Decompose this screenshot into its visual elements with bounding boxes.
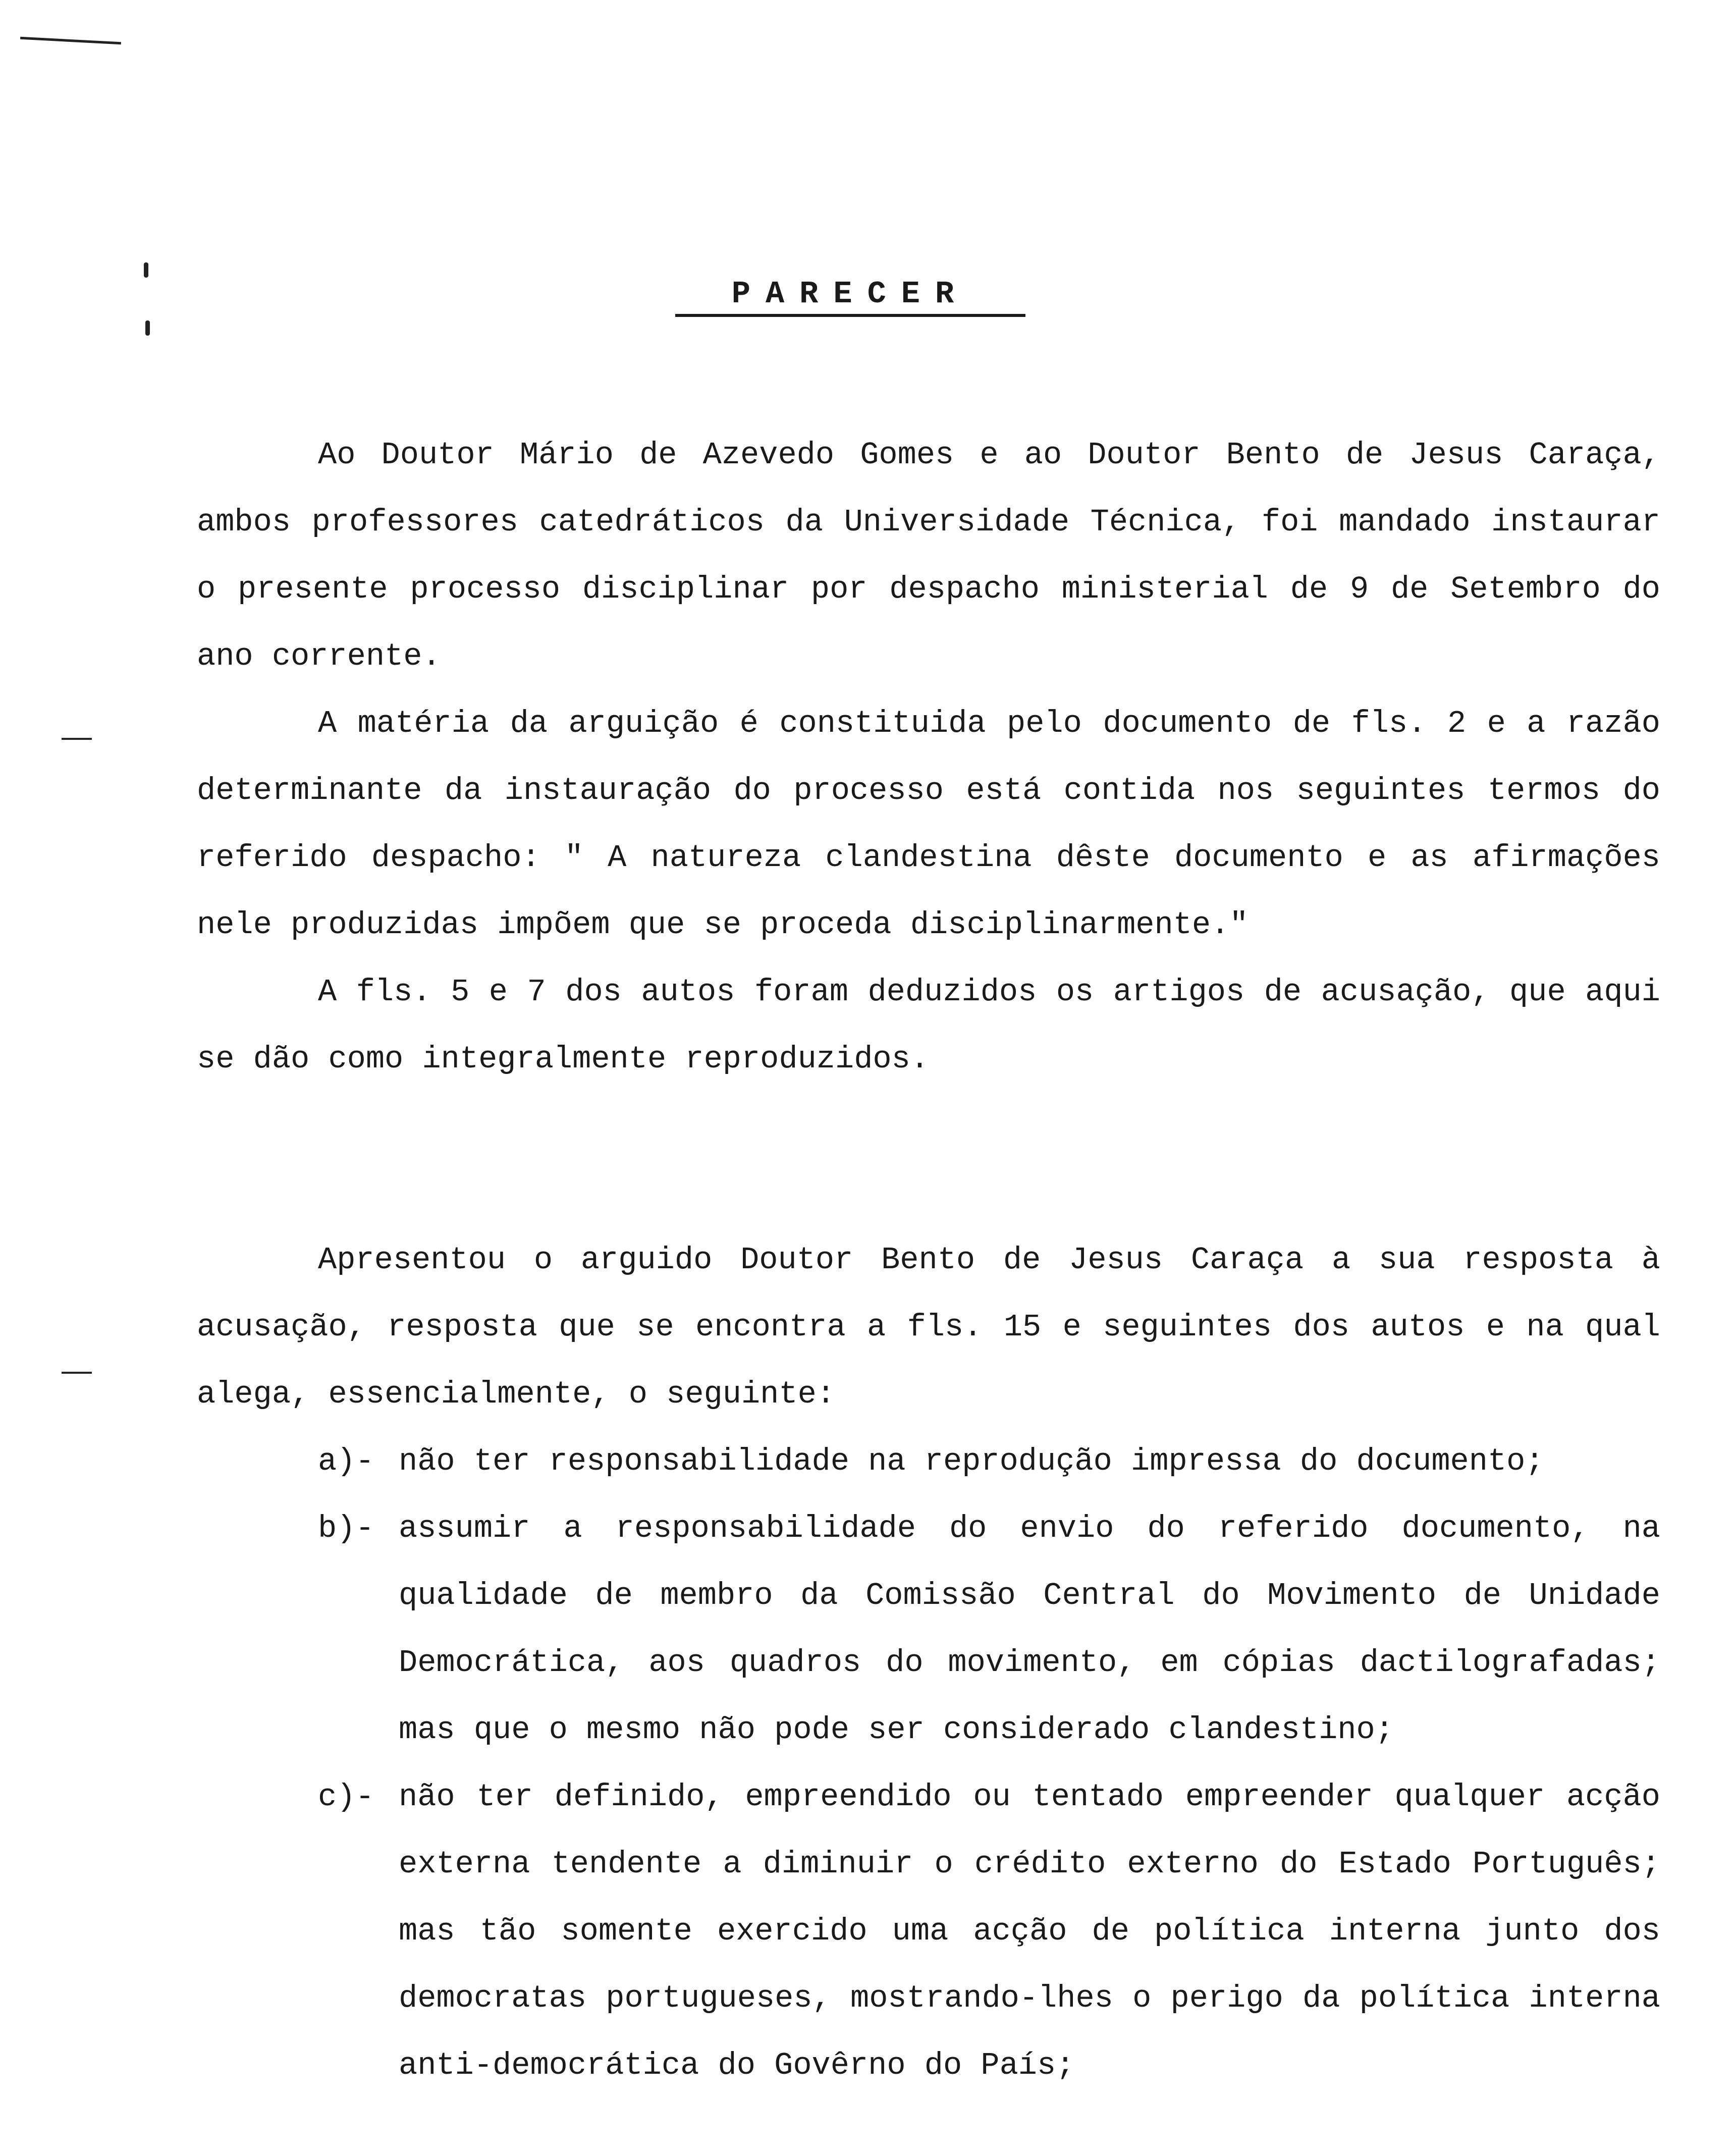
title-underline xyxy=(675,314,1025,317)
list-marker: b)- xyxy=(318,1511,374,1546)
list-marker: c)- xyxy=(318,1779,374,1815)
scan-mark xyxy=(20,37,121,44)
list-item xyxy=(197,1763,1660,2099)
list-item-text: assumir a responsabilidade do envio do referido documento, na qualidade de membro da Comissão Central do Movimento de Unidade Democrática, aos quadros do movimento, em cópias dactilografadas; mas que o mesmo não pode ser considerado clandestino; xyxy=(399,1511,1660,1748)
scan-mark xyxy=(144,262,148,278)
document-body xyxy=(197,421,1660,2099)
page-title: PARECER xyxy=(731,276,969,312)
list-marker: a)- xyxy=(318,1443,374,1479)
paragraph: Apresentou o arguido Doutor Bento de Jesus Caraça a sua resposta à acusação, resposta que se encontra a fls. 15 e seguintes dos autos e na qual alega, essencialmente, o seguinte: xyxy=(197,1242,1660,1412)
section-gap xyxy=(197,1093,1660,1226)
scan-mark xyxy=(62,738,92,740)
scan-mark xyxy=(62,1372,92,1374)
list-item-text: não ter responsabilidade na reprodução impressa do documento; xyxy=(399,1443,1544,1479)
list-item-text: não ter definido, empreendido ou tentado empreender qualquer acção externa tendente a diminuir o crédito externo do Estado Português; mas tão somente exercido uma acção de política interna junto dos democratas portugueses, mostrando-lhes o perigo da política interna anti-democrática do Govêrno do País; xyxy=(399,1779,1660,2083)
list-item xyxy=(197,1495,1660,1763)
paragraph: A matéria da arguição é constituida pelo documento de fls. 2 e a razão determinante da instauração do processo está contida nos seguintes termos do referido despacho: " A natureza clandestina dêste documento e as afirmações nele produzidas impõem que se proceda disciplinarmente." xyxy=(197,706,1660,943)
paragraph: Ao Doutor Mário de Azevedo Gomes e ao Doutor Bento de Jesus Caraça, ambos professores catedráticos da Universidade Técnica, foi mandado instaurar o presente processo disciplinar por despacho ministerial de 9 de Setembro do ano corrente. xyxy=(197,437,1660,674)
list-item xyxy=(197,1428,1660,1495)
scan-mark xyxy=(145,320,150,336)
paragraph: A fls. 5 e 7 dos autos foram deduzidos os artigos de acusação, que aqui se dão como integralmente reproduzidos. xyxy=(197,974,1660,1077)
